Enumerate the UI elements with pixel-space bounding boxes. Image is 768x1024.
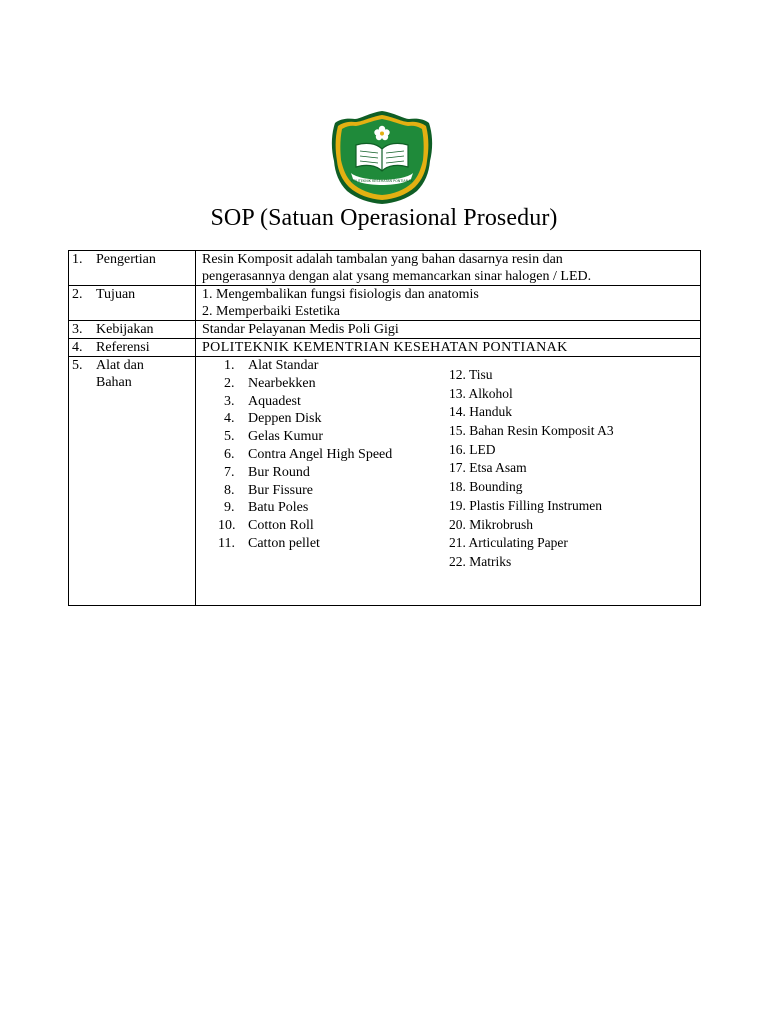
row-tujuan [69,286,701,321]
alat-list-right [449,366,614,572]
row-label: Kebijakan [96,322,154,337]
list-item: 13. Alkohol [449,385,513,401]
alat-list-left [218,357,393,553]
sop-table [68,250,701,606]
list-item: 14. Handuk [449,404,512,420]
list-item: 6. Contra Angel High Speed [224,446,393,462]
label-cell [69,357,196,606]
content-cell [196,286,701,321]
list-item: 20. Mikrobrush [449,516,533,532]
list-item: 3. Aquadest [224,393,301,409]
page-title: SOP (Satuan Operasional Prosedur) [210,205,558,231]
row-number: 3. [72,322,83,337]
list-item: 9. Batu Poles [224,500,309,516]
list-item: 2. Nearbekken [224,375,316,391]
list-item: 10. Cotton Roll [218,518,314,534]
tujuan-line-2: 2. Memperbaiki Estetika [202,304,341,319]
row-number: 1. [72,252,83,267]
row-label: Alat dan [96,358,144,373]
list-item: 16. LED [449,441,496,457]
row-referensi [69,339,701,357]
row-number: 4. [72,340,83,355]
row-pengertian [69,251,701,286]
list-item: 12. Tisu [449,367,493,382]
pengertian-line-2: pengerasannya dengan alat ysang memancarkan sinar halogen / LED. [202,269,592,284]
row-label: Tujuan [96,287,136,302]
row-alat-bahan [69,357,701,606]
list-item: 18. Bounding [449,479,523,495]
list-item: 1. Alat Standar [224,358,319,373]
list-item: 19. Plastis Filling Instrumen [449,497,603,513]
list-item: 15. Bahan Resin Komposit A3 [449,423,614,439]
list-item: 4. Deppen Disk [224,411,322,427]
label-cell [69,339,196,357]
label-cell [69,286,196,321]
label-cell [69,251,196,286]
label-cell [69,321,196,339]
referensi-text: POLITEKNIK KEMENTRIAN KESEHATAN PONTIANAK [196,339,701,357]
school-logo [329,109,435,205]
kebijakan-text: Standar Pelayanan Medis Poli Gigi [196,321,701,339]
row-label: Referensi [96,340,150,355]
tujuan-line-1: 1. Mengembalikan fungsi fisiologis dan anatomis [202,287,479,302]
list-item: 17. Etsa Asam [449,460,527,476]
content-cell [196,251,701,286]
row-label: Pengertian [96,252,156,267]
logo-text: POLITEKNIK KESEHATAN PONTIANAK [351,179,413,183]
content-cell [196,357,701,606]
row-number: 5. [72,358,83,373]
list-item: 7. Bur Round [224,464,310,480]
row-label-line-2: Bahan [96,375,132,390]
list-item: 8. Bur Fissure [224,482,313,498]
list-item: 22. Matriks [449,553,512,569]
row-kebijakan [69,321,701,339]
pengertian-line-1: Resin Komposit adalah tambalan yang bahan dasarnya resin dan [202,252,563,267]
list-item: 5. Gelas Kumur [224,429,324,445]
list-item: 11. Catton pellet [218,535,320,551]
row-number: 2. [72,287,83,302]
list-item: 21. Articulating Paper [449,535,568,551]
